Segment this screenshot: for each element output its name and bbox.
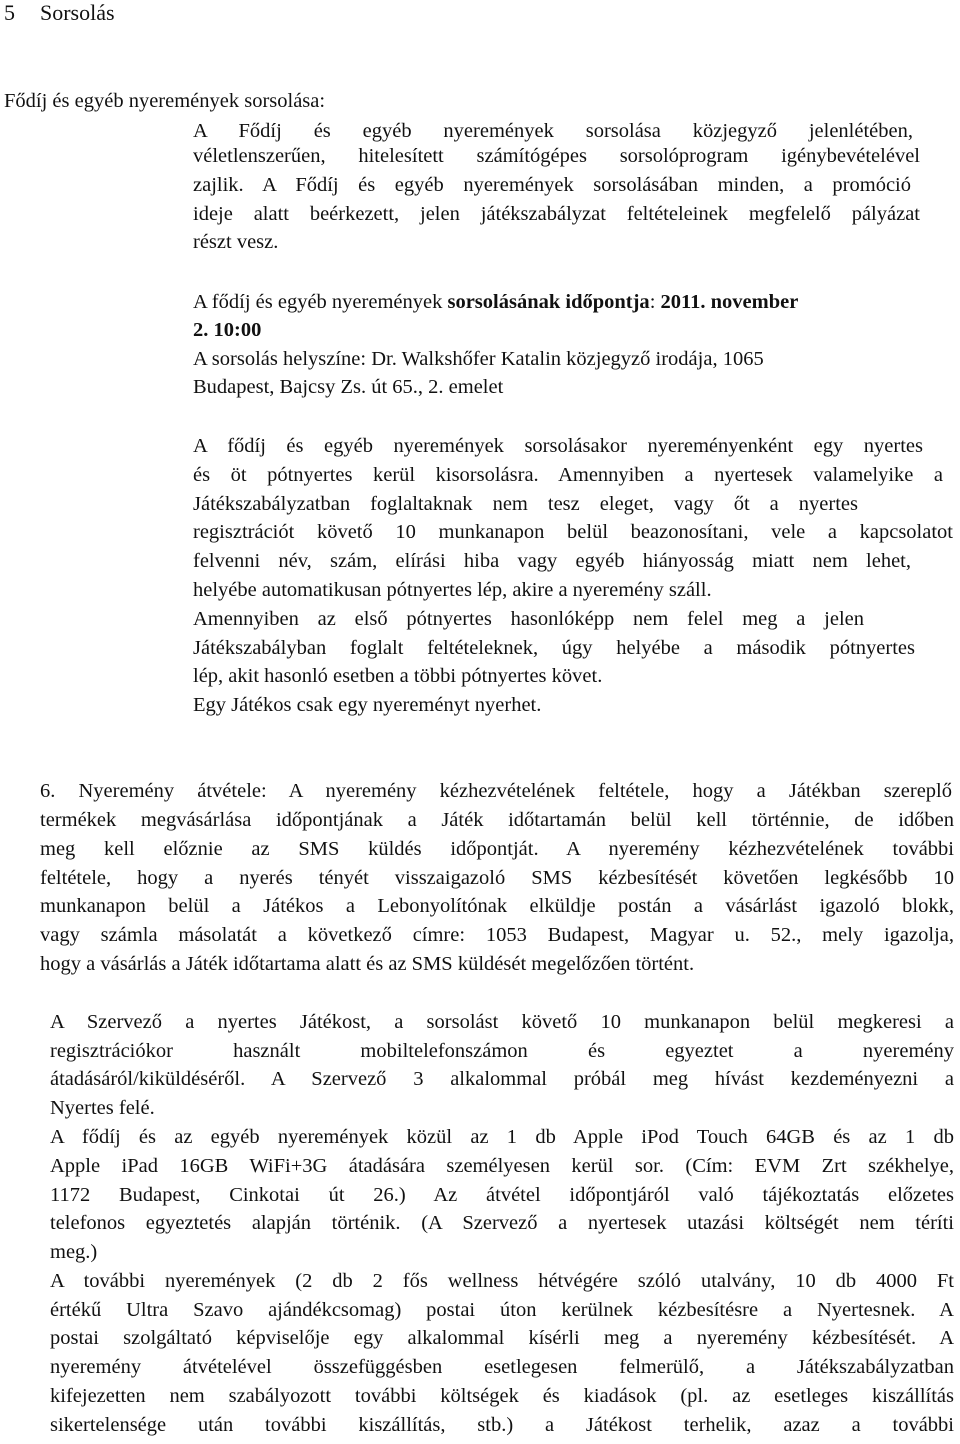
contact-line: A további nyeremények (2 db 2 fős wellness hétvégére szóló utalvány, 10 db 4000 Ft (50, 1270, 954, 1292)
draw-rules-line: regisztrációt követő 10 munkanapon belül beazonosítani, vele a kapcsolatot (193, 521, 953, 543)
contact-line: Apple iPad 16GB WiFi+3G átadására személyesen kerül sor. (Cím: EVM Zrt székhelye, (50, 1155, 954, 1177)
contact-line: A Szervező a nyertes Játékost, a sorsolást követő 10 munkanapon belül megkeresi a (50, 1011, 954, 1033)
draw-intro-line: részt vesz. (193, 231, 279, 253)
contact-line: Nyertes felé. (50, 1097, 155, 1119)
section6-line: termékek megvásárlása időpontjának a Játék időtartamán belül kell történnie, de időben (40, 809, 954, 831)
draw-rules-line: felvenni név, szám, elírási hiba vagy egyéb hiányosság miatt nem lehet, (193, 550, 911, 572)
draw-intro-line: ideje alatt beérkezett, jelen játékszabályzat feltételeinek megfelelő pályázat (193, 203, 920, 225)
draw-rules-line: A fődíj és egyéb nyeremények sorsolásakor nyereményenként egy nyertes (193, 435, 923, 457)
draw-rules-line: Játékszabályzatban foglaltaknak nem tesz eleget, vagy őt a nyertes (193, 493, 858, 515)
draw-date-colon: : (649, 291, 661, 313)
draw-intro-line: zajlik. A Fődíj és egyéb nyeremények sorsolásában minden, a promóció (193, 174, 911, 196)
draw-heading: Fődíj és egyéb nyeremények sorsolása: (4, 90, 326, 112)
section6-line: meg kell előznie az SMS küldés időpontját. A nyeremény kézhezvételének további (40, 838, 954, 860)
contact-line: átadásáról/kiküldéséről. A Szervező 3 alkalommal próbál meg hívást kezdeményezni a (50, 1068, 954, 1090)
contact-line: A fődíj és az egyéb nyeremények közül az 1 db Apple iPod Touch 64GB és az 1 db (50, 1126, 954, 1148)
section6-line: hogy a vásárlás a Játék időtartama alatt és az SMS küldését megelőzően történt. (40, 953, 695, 975)
contact-line: sikertelensége után további kiszállítás, stb.) a Játékost terhelik, azaz a további (50, 1414, 954, 1436)
section-number: 5 (4, 0, 15, 25)
section6-line: 6. Nyeremény átvétele: A nyeremény kézhezvételének feltétele, hogy a Játékban szereplő (40, 780, 952, 802)
contact-line: postai szolgáltató képviselője egy alkalommal kísérli meg a nyeremény kézbesítését. A (50, 1327, 954, 1349)
draw-date-value: 2011. november (660, 291, 799, 313)
draw-rules-line: Egy Játékos csak egy nyereményt nyerhet. (193, 694, 542, 716)
draw-venue-line: Budapest, Bajcsy Zs. út 65., 2. emelet (193, 376, 504, 398)
draw-intro-line: A Fődíj és egyéb nyeremények sorsolása közjegyző jelenlétében, (193, 120, 913, 142)
draw-date-prefix: A fődíj és egyéb nyeremények (193, 291, 448, 313)
draw-date-line (193, 288, 798, 317)
contact-line: regisztrációkor használt mobiltelefonszámon és egyeztet a nyeremény (50, 1040, 954, 1062)
section6-line: munkanapon belül a Játékos a Lebonyolítónak elküldje postán a vásárlást igazoló blokk, (40, 895, 954, 917)
draw-rules-line: lép, akit hasonló esetben a többi pótnyertes követ. (193, 665, 603, 687)
section6-line: feltétele, hogy a nyerés tényét visszaigazoló SMS kézbesítését követően legkésőbb 10 (40, 867, 954, 889)
draw-venue-line: A sorsolás helyszíne: Dr. Walkshőfer Katalin közjegyző irodája, 1065 (193, 348, 764, 370)
contact-line: értékű Ultra Szavo ajándékcsomag) postai úton kerülnek kézbesítésre a Nyertesnek. A (50, 1299, 954, 1321)
draw-intro-line: véletlenszerűen, hitelesített számítógépes sorsolóprogram igénybevételével (193, 145, 920, 167)
contact-line: telefonos egyeztetés alapján történik. (A Szervező a nyertesek utazási költségét nem téríti (50, 1212, 954, 1234)
contact-line: 1172 Budapest, Cinkotai út 26.) Az átvétel időpontjáról való tájékoztatás előzetes (50, 1184, 954, 1206)
draw-rules-line: és öt pótnyertes kerül kisorsolásra. Amennyiben a nyertesek valamelyike a (193, 464, 943, 486)
contact-line: kifejezetten nem szabályozott további költségek és kiadások (pl. az esetleges kiszállítás (50, 1385, 954, 1407)
section6-line: vagy számla másolatát a következő címre: 1053 Budapest, Magyar u. 52., mely igazolja, (40, 924, 954, 946)
section-title: Sorsolás (40, 0, 115, 25)
draw-date-label: sorsolásának időpontja (447, 291, 650, 313)
draw-rules-line: Játékszabályban foglalt feltételeknek, úgy helyébe a második pótnyertes (193, 637, 915, 659)
draw-date-time: 2. 10:00 (193, 319, 262, 341)
draw-rules-line: Amennyiben az első pótnyertes hasonlóképp nem felel meg a jelen (193, 608, 864, 630)
contact-line: nyeremény átvételével összefüggésben esetlegesen felmerülő, a Játékszabályzatban (50, 1356, 954, 1378)
draw-rules-line: helyébe automatikusan pótnyertes lép, akire a nyeremény száll. (193, 579, 712, 601)
contact-line: meg.) (50, 1241, 98, 1263)
